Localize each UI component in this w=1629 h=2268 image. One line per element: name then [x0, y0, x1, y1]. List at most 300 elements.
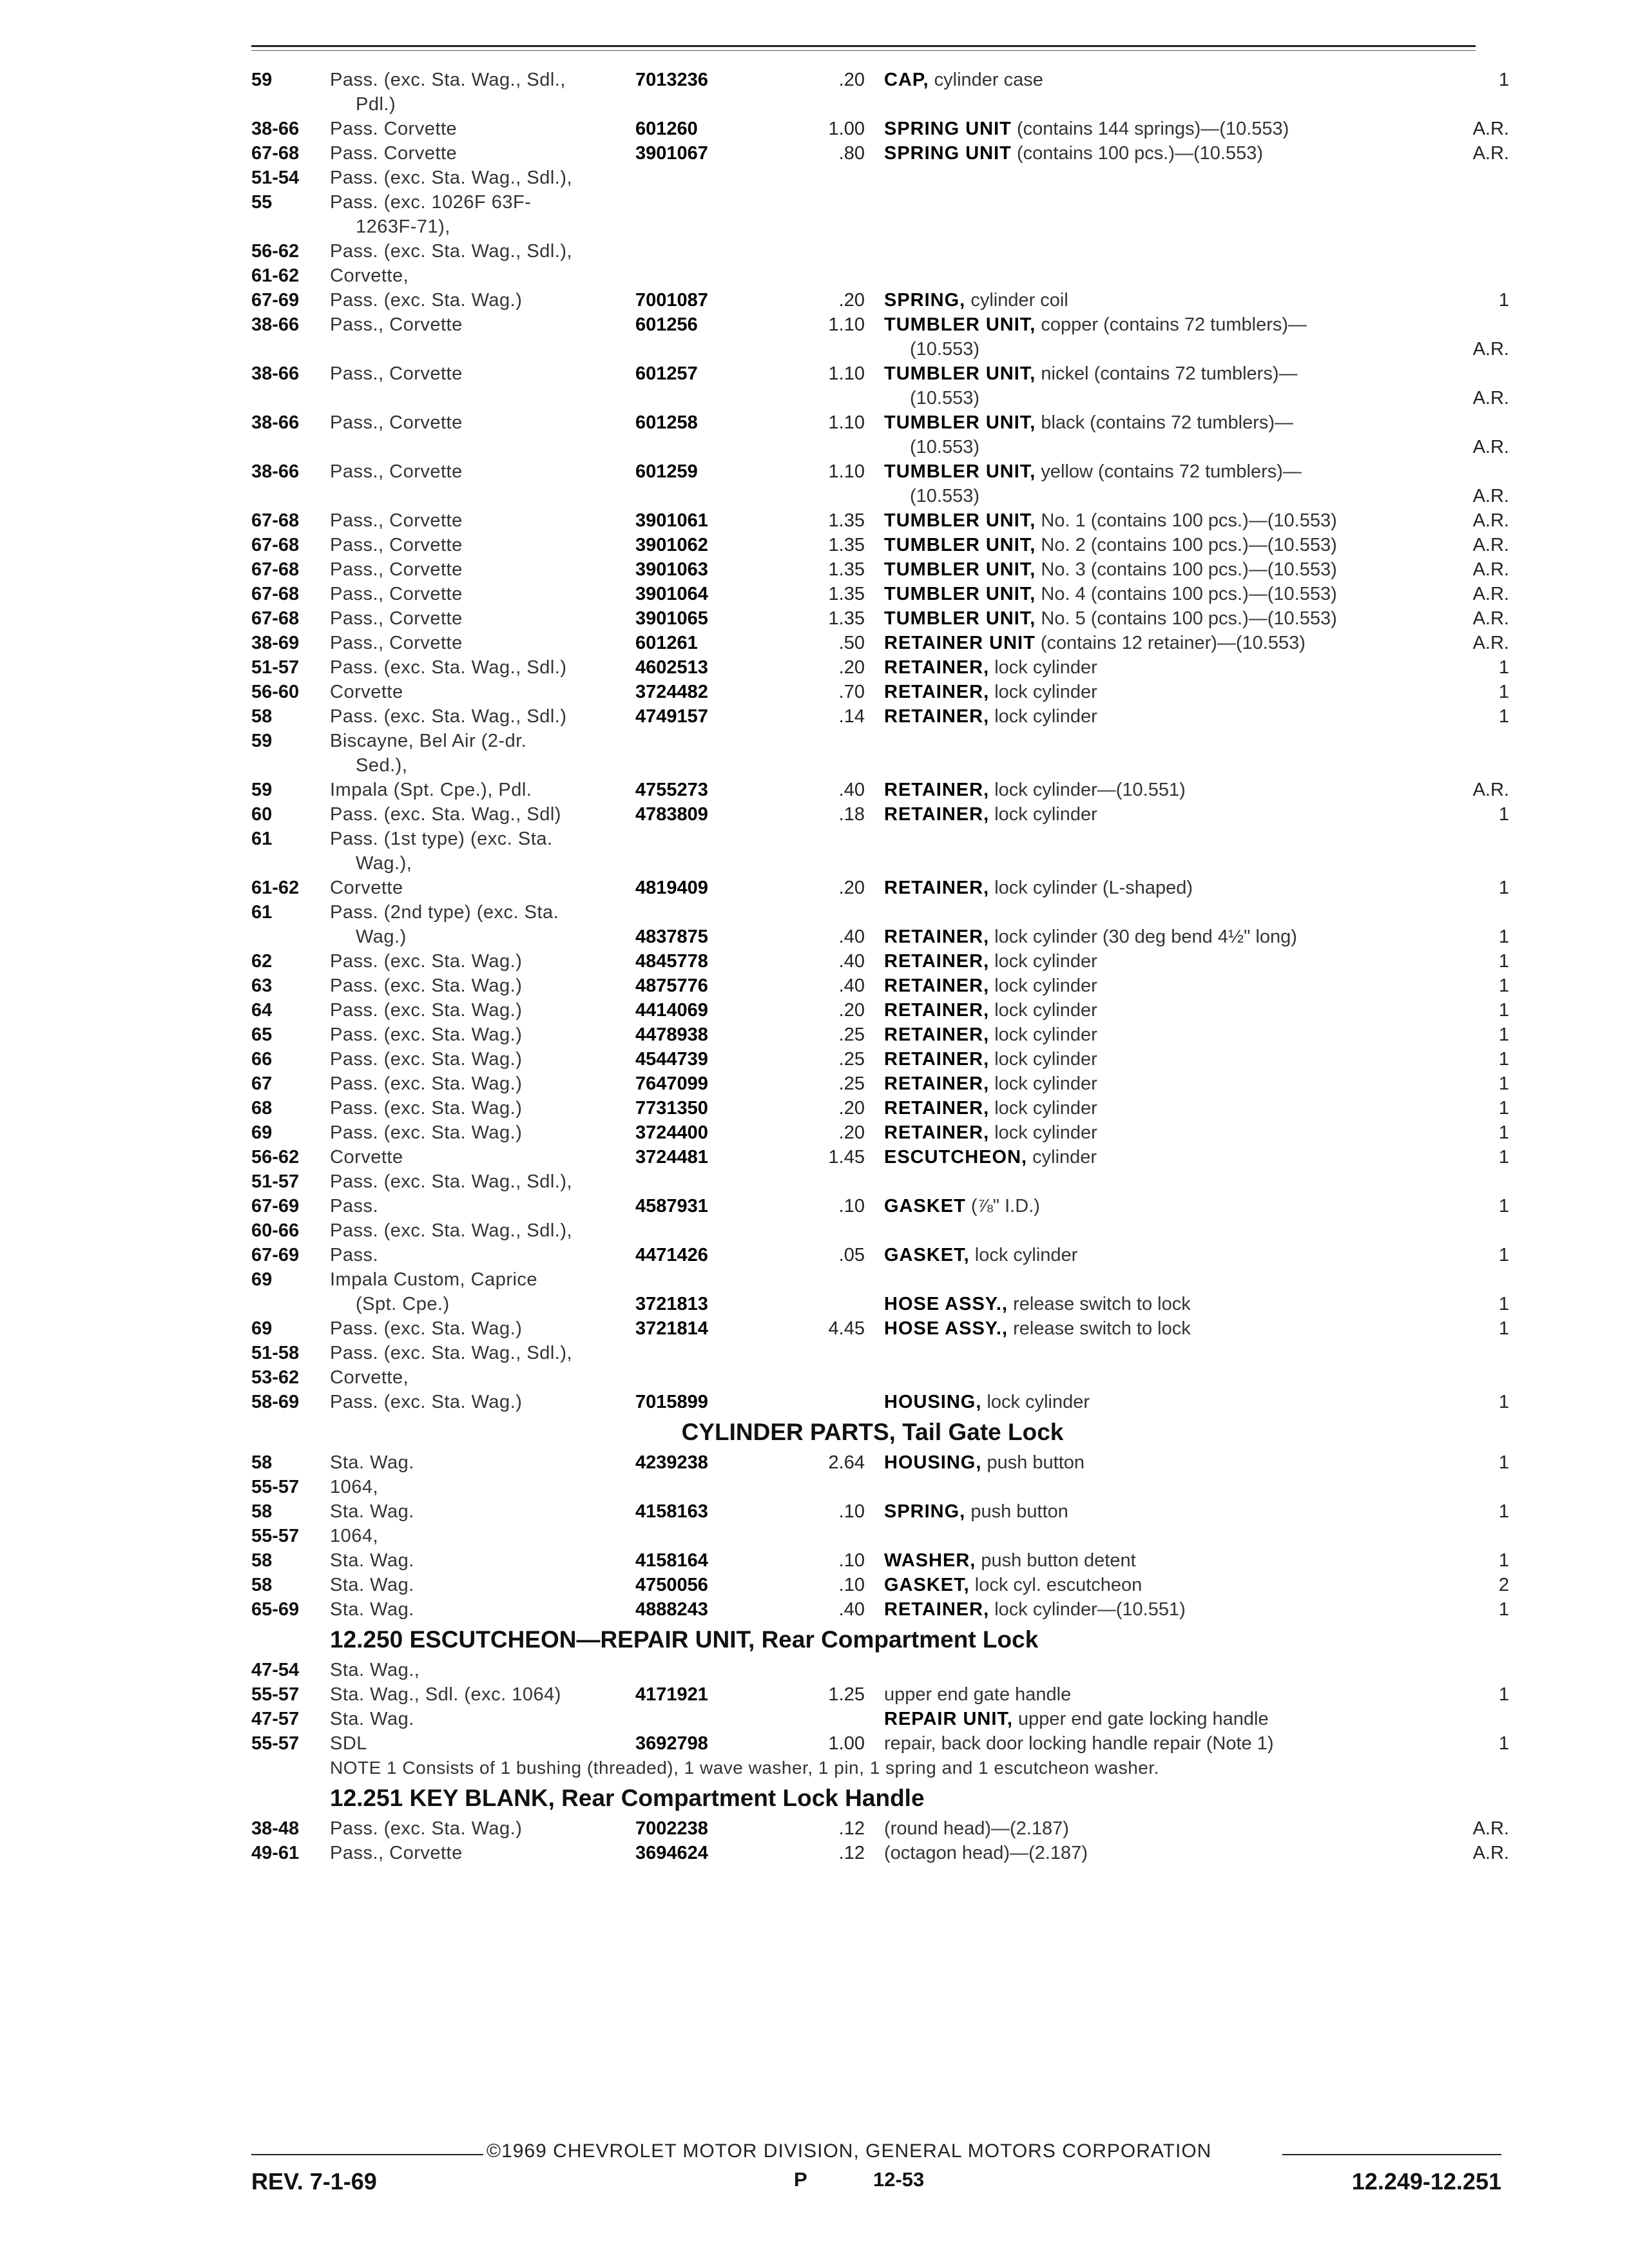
description-line: Pass., Corvette — [330, 608, 463, 629]
model-description — [330, 680, 633, 704]
part-name-bold: SPRING UNIT — [884, 119, 1012, 139]
model-years: 62 — [251, 951, 273, 972]
model-description — [330, 949, 633, 974]
part-name — [884, 459, 1496, 508]
price: .40 — [838, 951, 865, 972]
quantity: A.R. — [1472, 388, 1509, 408]
part-number: 4471426 — [635, 1245, 708, 1265]
part-number: 4837875 — [635, 927, 708, 947]
part-name-detail: lock cylinder — [994, 951, 1097, 972]
part-name-bold: RETAINER, — [884, 951, 990, 972]
part-name-detail: No. 2 (contains 100 pcs.)—(10.553) — [1041, 535, 1337, 555]
part-name — [884, 876, 1496, 900]
part-name-bold: RETAINER, — [884, 780, 990, 800]
quantity: A.R. — [1472, 486, 1509, 506]
model-years: 51-57 — [251, 1171, 300, 1192]
description-line: Sta. Wag. — [330, 1501, 414, 1522]
price: .40 — [838, 780, 865, 800]
part-name-bold: RETAINER, — [884, 1599, 990, 1620]
quantity: A.R. — [1472, 1843, 1509, 1863]
quantity: 1 — [1498, 1245, 1509, 1265]
model-years: 47-57 — [251, 1709, 300, 1729]
table-row — [0, 1682, 1629, 1707]
part-name-detail: repair, back door locking handle repair (Note 1) — [884, 1733, 1274, 1754]
part-number: 3692798 — [635, 1733, 708, 1754]
model-description — [330, 1597, 633, 1622]
model-description — [330, 1145, 633, 1169]
price: 2.64 — [828, 1452, 865, 1473]
part-number: 4587931 — [635, 1196, 708, 1216]
model-description — [330, 827, 633, 876]
model-description — [330, 190, 633, 239]
model-years: 69 — [251, 1269, 273, 1290]
part-name — [884, 1597, 1496, 1622]
model-years: 61-62 — [251, 878, 300, 898]
model-description — [330, 1573, 633, 1597]
model-years: 65-69 — [251, 1599, 300, 1620]
table-row — [0, 166, 1629, 190]
part-name-detail: lock cylinder — [987, 1392, 1090, 1412]
model-description — [330, 704, 633, 729]
part-name-detail: cylinder coil — [970, 290, 1068, 311]
model-description — [330, 1365, 633, 1390]
part-name — [884, 68, 1496, 92]
description-line: Pass., Corvette — [330, 314, 463, 335]
description-line: SDL — [330, 1733, 367, 1754]
part-name — [884, 655, 1496, 680]
price: .20 — [838, 1122, 865, 1143]
model-description — [330, 288, 633, 312]
description-line: Pass. (exc. Sta. Wag.) — [330, 1818, 523, 1839]
part-name — [884, 1072, 1496, 1096]
model-description — [330, 166, 633, 190]
model-description — [330, 1499, 633, 1524]
part-number: 4750056 — [635, 1575, 708, 1595]
part-name — [884, 1499, 1496, 1524]
part-name — [884, 1023, 1496, 1047]
price: .10 — [838, 1550, 865, 1571]
description-line: Impala (Spt. Cpe.), Pdl. — [330, 780, 532, 800]
table-row — [0, 410, 1629, 459]
model-years: 38-48 — [251, 1818, 300, 1839]
price: 1.45 — [828, 1147, 865, 1168]
description-line-2: 1263F-71), — [356, 216, 450, 237]
table-row — [0, 1658, 1629, 1682]
part-name-detail: lock cylinder — [994, 1024, 1097, 1045]
part-name-bold: RETAINER, — [884, 657, 990, 678]
part-name-detail: release switch to lock — [1013, 1294, 1191, 1314]
description-line: Impala Custom, Caprice — [330, 1269, 538, 1290]
quantity: 1 — [1498, 1452, 1509, 1473]
quantity: 1 — [1498, 951, 1509, 972]
description-line: Pass. (exc. Sta. Wag.) — [330, 1098, 523, 1119]
table-row — [0, 1816, 1629, 1841]
part-name-bold: TUMBLER UNIT, — [884, 608, 1036, 629]
key-blank-parts-list — [0, 1816, 1629, 1865]
price: 1.35 — [828, 584, 865, 604]
price: .40 — [838, 927, 865, 947]
part-name — [884, 1047, 1496, 1072]
part-name-bold: RETAINER, — [884, 706, 990, 727]
table-row — [0, 1365, 1629, 1390]
top-rule-thin — [251, 50, 1476, 51]
part-number: 3694624 — [635, 1843, 708, 1863]
part-name-bold: RETAINER, — [884, 682, 990, 702]
part-name-detail: black (contains 72 tumblers)— — [1041, 412, 1294, 433]
quantity: 2 — [1498, 1575, 1509, 1595]
model-years: 38-66 — [251, 314, 300, 335]
part-name-bold: SPRING, — [884, 290, 966, 311]
part-name — [884, 1816, 1496, 1841]
table-row — [0, 264, 1629, 288]
part-name-bold: RETAINER UNIT — [884, 633, 1036, 653]
quantity: 1 — [1498, 657, 1509, 678]
model-years: 67-69 — [251, 290, 300, 311]
quantity: A.R. — [1472, 437, 1509, 457]
table-row — [0, 949, 1629, 974]
table-row — [0, 1096, 1629, 1120]
part-name — [884, 1316, 1496, 1341]
part-number: 7015899 — [635, 1392, 708, 1412]
table-row — [0, 288, 1629, 312]
model-years: 56-62 — [251, 241, 300, 262]
description-line: Pass. (exc. Sta. Wag., Sdl.), — [330, 241, 573, 262]
model-description — [330, 1524, 633, 1548]
table-row — [0, 1390, 1629, 1414]
model-years: 55-57 — [251, 1684, 300, 1705]
description-line: Pass., Corvette — [330, 559, 463, 580]
part-name-detail: lock cylinder — [994, 1122, 1097, 1143]
quantity: 1 — [1498, 290, 1509, 311]
quantity: 1 — [1498, 1684, 1509, 1705]
model-description — [330, 900, 633, 949]
model-description — [330, 655, 633, 680]
quantity: 1 — [1498, 682, 1509, 702]
quantity: A.R. — [1472, 143, 1509, 164]
description-line: Pass. (2nd type) (exc. Sta. — [330, 902, 559, 923]
table-row — [0, 1499, 1629, 1524]
model-description — [330, 1658, 633, 1682]
price: 1.35 — [828, 559, 865, 580]
part-name — [884, 141, 1496, 166]
note-1: NOTE 1 Consists of 1 bushing (threaded), 1 wave washer, 1 pin, 1 spring and 1 escutcheon washer. — [330, 1758, 1159, 1778]
part-name-detail: No. 5 (contains 100 pcs.)—(10.553) — [1041, 608, 1337, 629]
model-years: 58 — [251, 1501, 273, 1522]
table-row — [0, 459, 1629, 508]
part-number: 7001087 — [635, 290, 708, 311]
part-number: 4171921 — [635, 1684, 708, 1705]
part-name-detail: lock cylinder — [974, 1245, 1078, 1265]
price: .80 — [838, 143, 865, 164]
table-row — [0, 680, 1629, 704]
table-row — [0, 1047, 1629, 1072]
description-line-2: (Spt. Cpe.) — [356, 1294, 450, 1314]
table-row — [0, 1731, 1629, 1756]
price: .05 — [838, 1245, 865, 1265]
model-years: 67-68 — [251, 559, 300, 580]
model-years: 67-69 — [251, 1196, 300, 1216]
quantity: 1 — [1498, 1049, 1509, 1070]
table-row — [0, 827, 1629, 876]
model-years: 59 — [251, 70, 273, 90]
table-row — [0, 1707, 1629, 1731]
price: .25 — [838, 1073, 865, 1094]
part-number: 4158163 — [635, 1501, 708, 1522]
model-description — [330, 264, 633, 288]
part-name-bold: RETAINER, — [884, 1000, 990, 1021]
table-row — [0, 141, 1629, 166]
description-line: Pass. (exc. Sta. Wag., Sdl.), — [330, 1343, 573, 1363]
table-row — [0, 1841, 1629, 1865]
part-name — [884, 288, 1496, 312]
part-name-detail: push button detent — [981, 1550, 1136, 1571]
part-name-bold: RETAINER, — [884, 927, 990, 947]
price: .20 — [838, 70, 865, 90]
price: 1.00 — [828, 1733, 865, 1754]
model-description — [330, 974, 633, 998]
part-name-detail: lock cylinder — [994, 657, 1097, 678]
part-number: 3901065 — [635, 608, 708, 629]
description-line: Sta. Wag. — [330, 1575, 414, 1595]
part-name-detail: lock cylinder (30 deg bend 4½" long) — [994, 927, 1297, 947]
model-description — [330, 533, 633, 557]
description-line: Pass., Corvette — [330, 412, 463, 433]
footer-rule-left — [251, 2154, 483, 2155]
price: 1.00 — [828, 119, 865, 139]
table-row — [0, 1341, 1629, 1365]
part-number: 3901067 — [635, 143, 708, 164]
part-name-bold: SPRING UNIT — [884, 143, 1012, 164]
model-years: 58 — [251, 1575, 273, 1595]
part-number: 4158164 — [635, 1550, 708, 1571]
part-name-detail: cylinder — [1032, 1147, 1097, 1168]
model-description — [330, 1841, 633, 1865]
part-name-bold: GASKET, — [884, 1245, 970, 1265]
price: .20 — [838, 657, 865, 678]
description-line: Pass. (exc. Sta. Wag.) — [330, 1000, 523, 1021]
part-name-bold: TUMBLER UNIT, — [884, 584, 1036, 604]
quantity: 1 — [1498, 1392, 1509, 1412]
model-years: 55-57 — [251, 1477, 300, 1497]
model-years: 67-68 — [251, 510, 300, 531]
part-number: 3901063 — [635, 559, 708, 580]
quantity: 1 — [1498, 70, 1509, 90]
table-row — [0, 1169, 1629, 1194]
part-name-bold: SPRING, — [884, 1501, 966, 1522]
quantity: A.R. — [1472, 510, 1509, 531]
part-name-bold: RETAINER, — [884, 1049, 990, 1070]
part-number: 4414069 — [635, 1000, 708, 1021]
model-description — [330, 1731, 633, 1756]
table-row — [0, 1475, 1629, 1499]
description-line-2: Sed.), — [356, 755, 408, 776]
part-name — [884, 802, 1496, 827]
part-name-detail: lock cyl. escutcheon — [974, 1575, 1142, 1595]
price: 4.45 — [828, 1318, 865, 1339]
part-name-bold: TUMBLER UNIT, — [884, 559, 1036, 580]
model-years: 51-58 — [251, 1343, 300, 1363]
part-name-bold: ESCUTCHEON, — [884, 1147, 1028, 1168]
part-name — [884, 631, 1496, 655]
model-years: 38-66 — [251, 461, 300, 482]
description-line: 1064, — [330, 1526, 379, 1546]
section-header-escutcheon: 12.250 ESCUTCHEON—REPAIR UNIT, Rear Compartment Lock — [330, 1626, 1039, 1653]
table-row — [0, 729, 1629, 778]
table-row — [0, 508, 1629, 533]
part-name-bold: GASKET — [884, 1196, 966, 1216]
part-name — [884, 1096, 1496, 1120]
part-name — [884, 508, 1496, 533]
model-description — [330, 117, 633, 141]
page-letter: P — [794, 2168, 807, 2191]
model-years: 64 — [251, 1000, 273, 1021]
model-description — [330, 68, 633, 117]
model-years: 38-66 — [251, 412, 300, 433]
quantity: 1 — [1498, 1098, 1509, 1119]
part-name-detail: upper end gate handle — [884, 1684, 1072, 1705]
model-description — [330, 459, 633, 484]
section-header-key-blank: 12.251 KEY BLANK, Rear Compartment Lock Handle — [330, 1785, 925, 1811]
section-header-tail-gate: CYLINDER PARTS, Tail Gate Lock — [681, 1419, 1064, 1445]
part-name-detail: lock cylinder (L-shaped) — [994, 878, 1193, 898]
model-years: 56-60 — [251, 682, 300, 702]
table-row — [0, 582, 1629, 606]
part-name-detail: upper end gate locking handle — [1018, 1709, 1269, 1729]
part-name — [884, 1573, 1496, 1597]
copyright: ©1969 CHEVROLET MOTOR DIVISION, GENERAL MOTORS CORPORATION — [487, 2140, 1212, 2162]
part-name — [884, 1682, 1496, 1707]
model-years: 67-69 — [251, 1245, 300, 1265]
price: 1.25 — [828, 1684, 865, 1705]
model-years: 69 — [251, 1318, 273, 1339]
part-name-detail: release switch to lock — [1013, 1318, 1191, 1339]
part-name-bold: RETAINER, — [884, 878, 990, 898]
model-years: 51-54 — [251, 168, 300, 188]
part-name-bold: RETAINER, — [884, 804, 990, 825]
quantity: 1 — [1498, 1501, 1509, 1522]
description-line: Pass. (exc. Sta. Wag.) — [330, 1392, 523, 1412]
quantity: A.R. — [1472, 119, 1509, 139]
model-description — [330, 312, 633, 337]
table-row — [0, 631, 1629, 655]
model-years: 55-57 — [251, 1526, 300, 1546]
model-years: 47-54 — [251, 1660, 300, 1680]
table-row — [0, 361, 1629, 410]
model-description — [330, 1475, 633, 1499]
part-name-detail: nickel (contains 72 tumblers)— — [1041, 363, 1298, 384]
part-name — [884, 1390, 1496, 1414]
part-name-bold: RETAINER, — [884, 1024, 990, 1045]
part-name-bold: TUMBLER UNIT, — [884, 314, 1036, 335]
description-line: Pass. (exc. Sta. Wag.) — [330, 290, 523, 311]
description-line: Pass. (exc. Sta. Wag.) — [330, 1049, 523, 1070]
description-line: Pass. (exc. Sta. Wag., Sdl) — [330, 804, 561, 825]
part-number: 7013236 — [635, 70, 708, 90]
model-years: 60 — [251, 804, 273, 825]
part-name — [884, 1707, 1496, 1731]
model-years: 56-62 — [251, 1147, 300, 1168]
part-name-bold: TUMBLER UNIT, — [884, 510, 1036, 531]
table-row — [0, 1194, 1629, 1218]
part-name-bold: WASHER, — [884, 1550, 976, 1571]
quantity: 1 — [1498, 975, 1509, 996]
part-name — [884, 1243, 1496, 1267]
description-line: Pass., Corvette — [330, 510, 463, 531]
price: .20 — [838, 878, 865, 898]
model-description — [330, 1120, 633, 1145]
part-name-bold: HOUSING, — [884, 1392, 982, 1412]
part-number: 4819409 — [635, 878, 708, 898]
price: 1.10 — [828, 314, 865, 335]
model-description — [330, 1218, 633, 1243]
part-name — [884, 680, 1496, 704]
model-years: 58 — [251, 1452, 273, 1473]
part-name — [884, 1841, 1496, 1865]
part-name — [884, 1145, 1496, 1169]
model-description — [330, 1816, 633, 1841]
model-years: 58-69 — [251, 1392, 300, 1412]
part-name-detail: (contains 100 pcs.)—(10.553) — [1016, 143, 1263, 164]
quantity: 1 — [1498, 927, 1509, 947]
description-line: Pass. (exc. Sta. Wag., Sdl.), — [330, 168, 573, 188]
model-years: 38-66 — [251, 119, 300, 139]
tail-gate-parts-list — [0, 1450, 1629, 1622]
table-row — [0, 998, 1629, 1023]
part-number: 4749157 — [635, 706, 708, 727]
table-row — [0, 876, 1629, 900]
model-years: 67-68 — [251, 143, 300, 164]
part-name-detail: lock cylinder — [994, 682, 1097, 702]
price: 1.10 — [828, 461, 865, 482]
part-name-bold: RETAINER, — [884, 1098, 990, 1119]
price: .10 — [838, 1196, 865, 1216]
part-number: 601259 — [635, 461, 698, 482]
table-row — [0, 1120, 1629, 1145]
parts-list — [0, 68, 1629, 1865]
model-years: 49-61 — [251, 1843, 300, 1863]
description-line: Pass. (exc. Sta. Wag., Sdl., — [330, 70, 566, 90]
part-name-detail: (contains 12 retainer)—(10.553) — [1040, 633, 1306, 653]
description-line: Sta. Wag. — [330, 1709, 414, 1729]
model-description — [330, 1548, 633, 1573]
part-name-detail: (octagon head)—(2.187) — [884, 1843, 1088, 1863]
part-name-continuation: (10.553) — [910, 486, 980, 506]
part-number: 3901062 — [635, 535, 708, 555]
model-years: 67 — [251, 1073, 273, 1094]
price: .20 — [838, 1000, 865, 1021]
part-name-detail: lock cylinder — [994, 706, 1097, 727]
price: .40 — [838, 1599, 865, 1620]
model-years: 60-66 — [251, 1220, 300, 1241]
part-name-bold: HOSE ASSY., — [884, 1294, 1008, 1314]
model-years: 69 — [251, 1122, 273, 1143]
quantity: 1 — [1498, 1000, 1509, 1021]
model-years: 55-57 — [251, 1733, 300, 1754]
part-name — [884, 1731, 1496, 1756]
part-name — [884, 778, 1496, 802]
part-name-detail: lock cylinder — [994, 804, 1097, 825]
description-line: Pass. (exc. Sta. Wag.) — [330, 975, 523, 996]
part-number: 4544739 — [635, 1049, 708, 1070]
model-description — [330, 361, 633, 386]
part-name — [884, 1120, 1496, 1145]
model-description — [330, 1243, 633, 1267]
revision-date: REV. 7-1-69 — [251, 2168, 377, 2195]
model-description — [330, 1390, 633, 1414]
table-row — [0, 239, 1629, 264]
price: .25 — [838, 1024, 865, 1045]
quantity: 1 — [1498, 878, 1509, 898]
